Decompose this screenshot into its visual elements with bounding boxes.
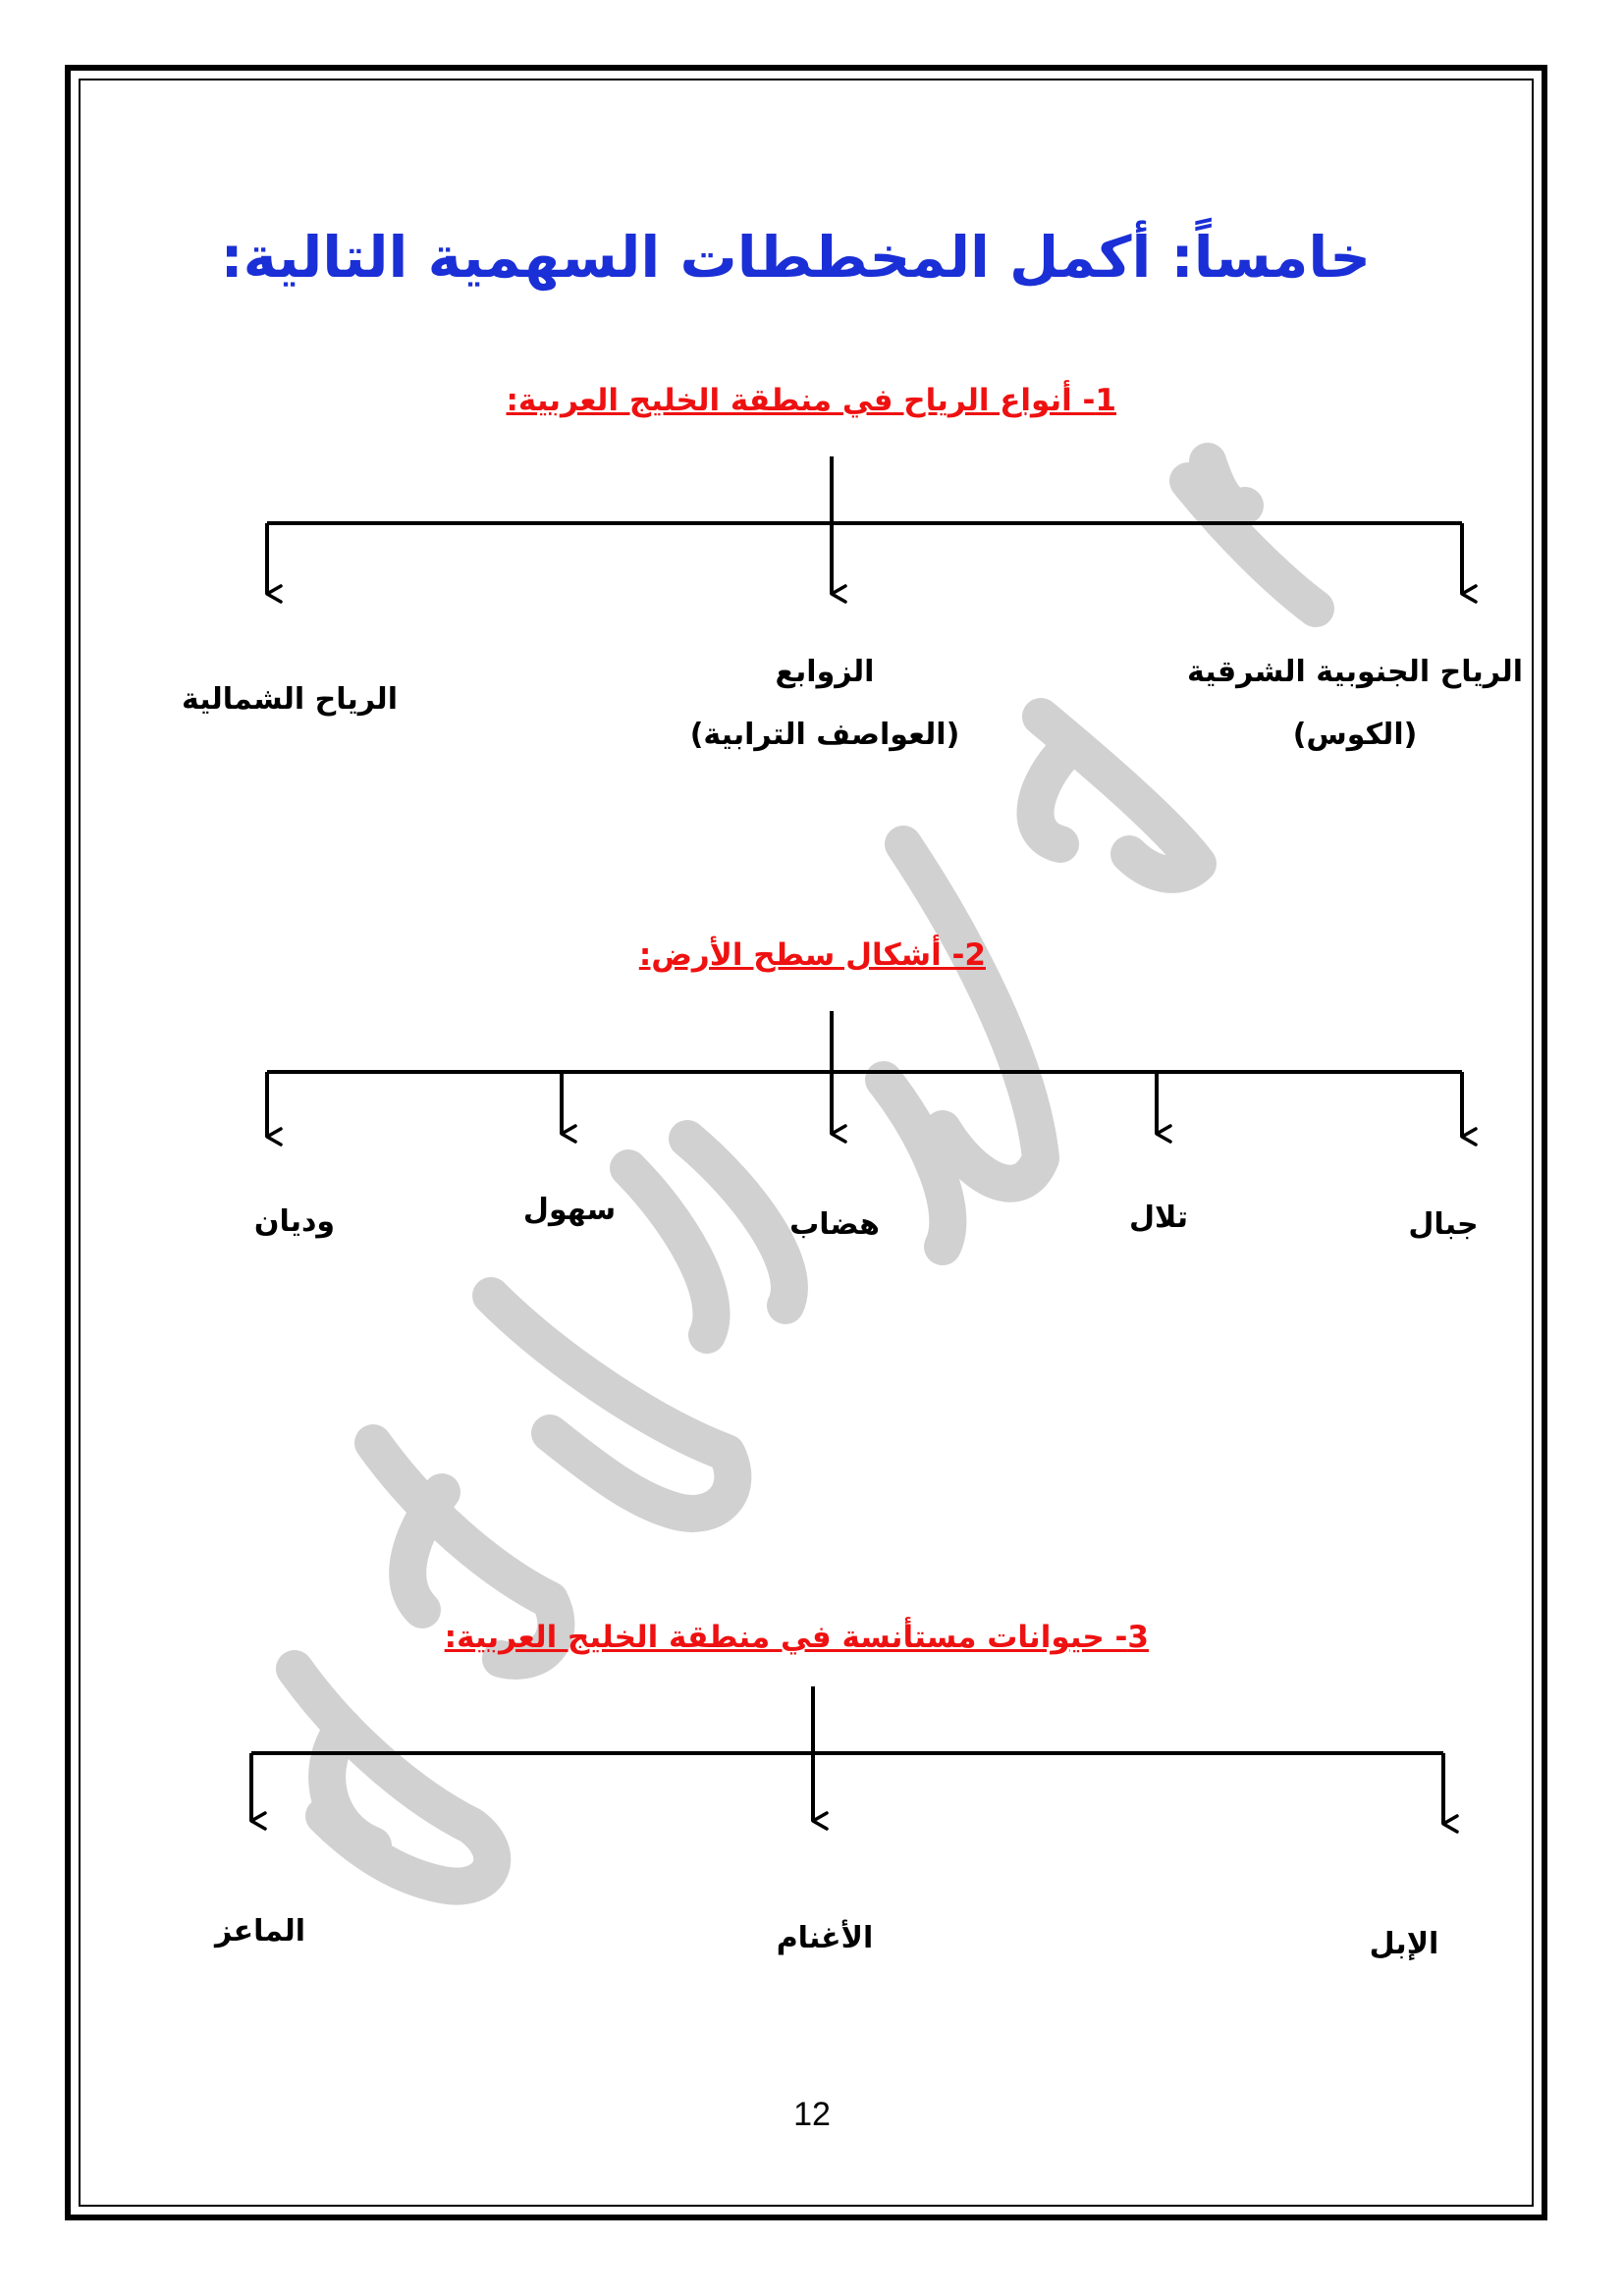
main-title: خامساً: أكمل المخططات السهمية التالية: (220, 224, 1371, 291)
landform-hills: تلال (1128, 1201, 1189, 1235)
wind-north-label: الرياح الشمالية (182, 682, 398, 717)
animal-goats: الماعز (214, 1914, 306, 1949)
animal-camels: الإبل (1369, 1927, 1439, 1961)
section-2-title: 2- أشكال سطح الأرض: (638, 937, 986, 973)
animal-sheep: الأغنام (776, 1921, 874, 1955)
wind-storms-label: الزوابع (العواصف الترابية) (689, 655, 960, 752)
page-number: 12 (793, 2096, 831, 2133)
section-1-title: 1- أنواع الرياح في منطقة الخليج العربية: (506, 383, 1116, 418)
landform-plains: سهول (522, 1193, 617, 1227)
landform-plateaus: هضاب (789, 1207, 880, 1242)
landform-mountains: جبال (1408, 1207, 1479, 1242)
landform-valleys: وديان (253, 1204, 336, 1239)
section-3-title: 3- حيوانات مستأنسة في منطقة الخليج العربية: (444, 1620, 1149, 1655)
wind-southeast-label: الرياح الجنوبية الشرقية (الكوس) (1187, 655, 1523, 752)
